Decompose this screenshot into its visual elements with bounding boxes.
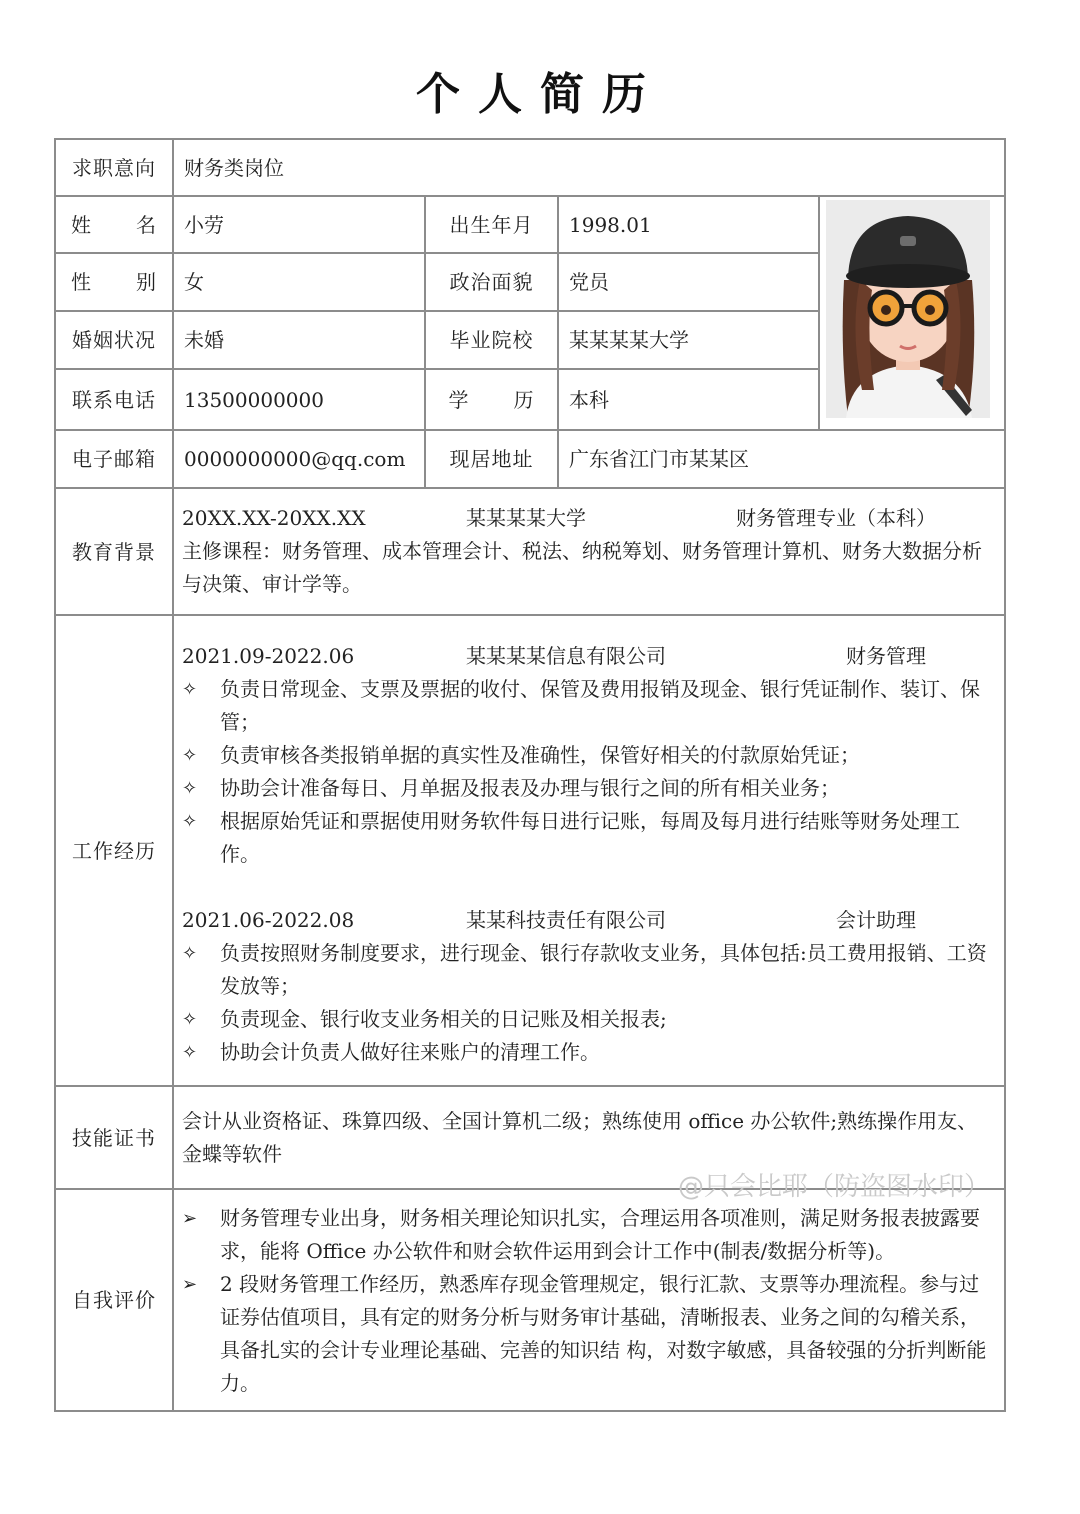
arrow-bullet-icon: ➢ (182, 1274, 198, 1295)
education-school: 某某某某大学 (466, 506, 586, 530)
job-role: 财务管理 (846, 644, 926, 668)
list-item: ✧ 负责按照财务制度要求，进行现金、银行存款收支业务，具体包括:员工费用报销、工资发放等； (182, 937, 996, 1003)
school-value: 某某某某大学 (569, 328, 689, 352)
diamond-star-icon: ✧ (182, 1042, 198, 1063)
job-company: 某某科技责任有限公司 (466, 908, 666, 932)
table-border (1004, 138, 1006, 1412)
education-content (182, 502, 996, 601)
job-period: 2021.09-2022.06 (182, 644, 355, 668)
list-item: ✧ 协助会计准备每日、月单据及报表及办理与银行之间的所有相关业务； (182, 772, 996, 805)
list-item: ✧ 负责现金、银行收支业务相关的日记账及相关报表; (182, 1003, 996, 1036)
table-border (818, 195, 820, 431)
marital-label: 婚姻状况 (72, 328, 156, 352)
diamond-star-icon: ✧ (182, 1009, 198, 1030)
politics-label: 政治面貌 (449, 270, 534, 294)
education-header-row (182, 502, 996, 535)
list-item: ➢ 2 段财务管理工作经历，熟悉库存现金管理规定，银行汇款、支票等办理流程。参与过证券估值项目，具有定的财务分析与财务审计基础，清晰报表、业务之间的勾稽关系，具备扎实的会计专业理论基础、完善的知识结 构，对数字敏感，具备较强的分折判断能力。 (182, 1268, 996, 1400)
watermark: @只会比耶（防盗图水印） (678, 1172, 991, 1202)
education-major: 财务管理专业（本科） (736, 506, 936, 530)
avatar (826, 200, 990, 418)
gender-label: 性 别 (71, 270, 157, 294)
education-period: 20XX.XX-20XX.XX (182, 506, 366, 530)
name-label: 姓 名 (71, 212, 157, 237)
diamond-star-icon: ✧ (182, 745, 198, 766)
degree-label: 学 历 (448, 387, 535, 412)
job-role: 会计助理 (836, 908, 916, 932)
page-title: 个人简历 (416, 69, 664, 120)
list-item: ✧ 根据原始凭证和票据使用财务软件每日进行记账，每周及每月进行结账等财务处理工作。 (182, 805, 996, 871)
diamond-star-icon: ✧ (182, 811, 198, 832)
birth-value: 1998.01 (569, 212, 652, 237)
email-label: 电子邮箱 (72, 447, 156, 471)
arrow-bullet-icon: ➢ (182, 1208, 198, 1229)
work-label: 工作经历 (72, 838, 156, 863)
intent-label: 求职意向 (72, 155, 156, 180)
email-value: 0000000000@qq.com (184, 447, 406, 471)
phone-value: 13500000000 (184, 387, 324, 412)
gender-value: 女 (184, 270, 204, 294)
table-border (54, 614, 1006, 616)
self-content (182, 1202, 996, 1400)
address-value: 广东省江门市某某区 (569, 447, 749, 471)
table-border (54, 1410, 1006, 1412)
address-label: 现居地址 (449, 447, 534, 471)
skills-label: 技能证书 (72, 1125, 156, 1150)
list-item: ✧ 协助会计负责人做好往来账户的清理工作。 (182, 1036, 996, 1069)
job-header-row (182, 904, 996, 937)
table-border (54, 487, 1006, 489)
list-item: ➢ 财务管理专业出身，财务相关理论知识扎实，合理运用各项准则，满足财务报表披露要求，能将 Office 办公软件和财会软件运用到会计工作中(制表/数据分析等)。 (182, 1202, 996, 1268)
avatar-illustration (826, 200, 990, 418)
skills-text: 会计从业资格证、珠算四级、全国计算机二级；熟练使用 office 办公软件;熟练操作用友、金蝶等软件 (182, 1109, 978, 1166)
diamond-star-icon: ✧ (182, 943, 198, 964)
marital-value: 未婚 (184, 328, 224, 352)
intent-value: 财务类岗位 (184, 155, 284, 180)
phone-label: 联系电话 (72, 387, 156, 412)
job-header-row (182, 640, 996, 673)
degree-value: 本科 (569, 387, 609, 412)
diamond-star-icon: ✧ (182, 778, 198, 799)
work-content (182, 640, 996, 1069)
birth-label: 出生年月 (449, 212, 534, 237)
diamond-star-icon: ✧ (182, 679, 198, 700)
job-company: 某某某某信息有限公司 (466, 644, 666, 668)
politics-value: 党员 (569, 270, 609, 294)
list-item: ✧ 负责审核各类报销单据的真实性及准确性，保管好相关的付款原始凭证； (182, 739, 996, 772)
list-item: ✧ 负责日常现金、支票及票据的收付、保管及费用报销及现金、银行凭证制作、装订、保管； (182, 673, 996, 739)
self-label: 自我评价 (72, 1288, 156, 1312)
education-label: 教育背景 (72, 539, 156, 564)
education-courses: 主修课程：财务管理、成本管理会计、税法、纳税筹划、财务管理计算机、财务大数据分析与决策、审计学等。 (182, 539, 982, 596)
name-value: 小劳 (184, 212, 224, 237)
job-period: 2021.06-2022.08 (182, 908, 355, 932)
school-label: 毕业院校 (449, 328, 534, 352)
table-border (54, 1085, 1006, 1087)
